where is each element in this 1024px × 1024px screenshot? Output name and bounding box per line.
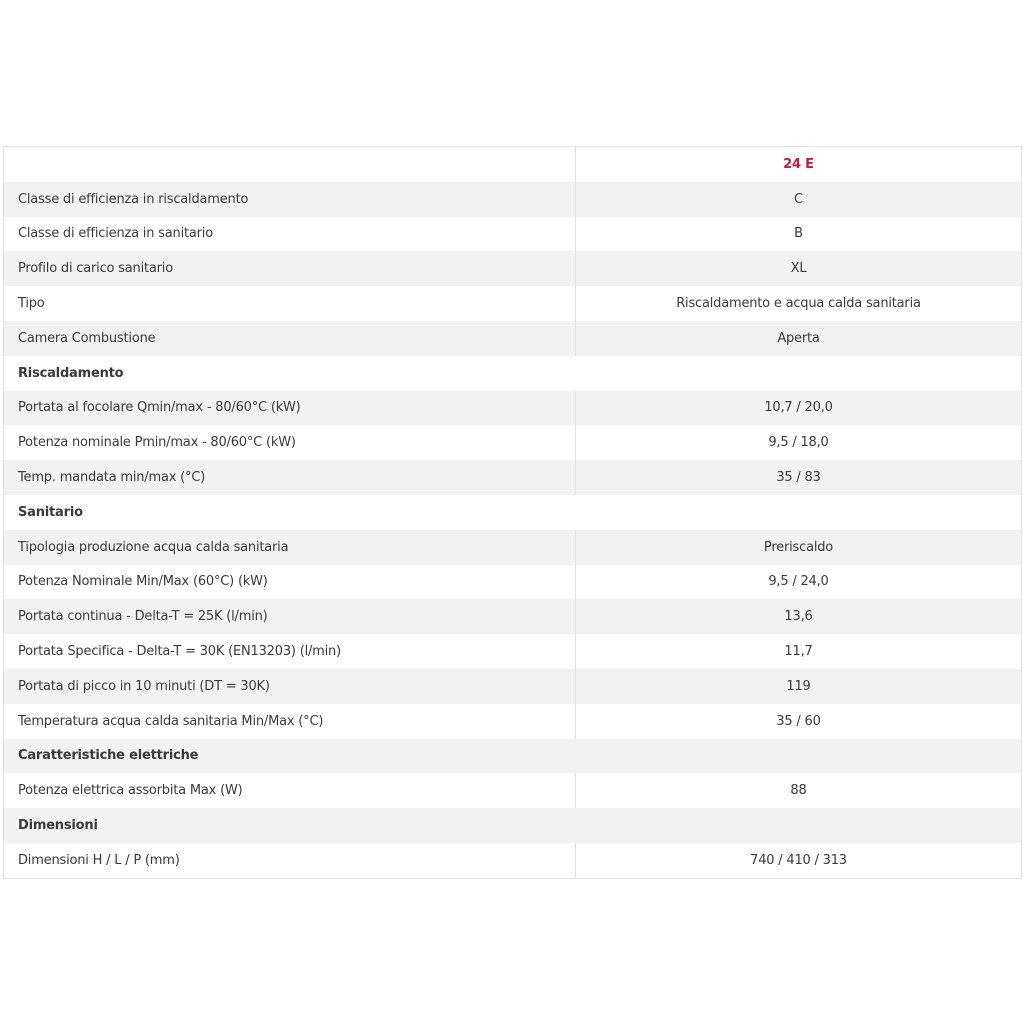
row-value: 88 xyxy=(790,783,807,799)
section-value-cell xyxy=(576,739,1021,774)
table-row xyxy=(4,634,1021,669)
section-value-cell xyxy=(576,495,1021,530)
section-title: Dimensioni xyxy=(18,818,98,834)
spec-table xyxy=(3,146,1022,879)
section-header-row xyxy=(4,495,1021,530)
row-value: 11,7 xyxy=(784,644,813,660)
table-header-row xyxy=(4,147,1021,182)
row-label: Classe di efficienza in riscaldamento xyxy=(4,182,576,217)
row-value: 13,6 xyxy=(784,609,813,625)
table-row xyxy=(4,704,1021,739)
section-header-row xyxy=(4,356,1021,391)
table-row xyxy=(4,460,1021,495)
row-value: C xyxy=(794,191,803,207)
table-row xyxy=(4,425,1021,460)
row-value: 9,5 / 24,0 xyxy=(768,574,829,590)
row-value: 119 xyxy=(786,678,811,694)
table-row xyxy=(4,843,1021,878)
model-header: 24 E xyxy=(783,156,814,172)
row-label: Tipo xyxy=(4,286,576,321)
table-row xyxy=(4,669,1021,704)
table-row xyxy=(4,286,1021,321)
table-row xyxy=(4,599,1021,634)
row-label: Portata continua - Delta-T = 25K (l/min) xyxy=(4,599,576,634)
header-label-cell xyxy=(4,147,576,182)
row-value: 740 / 410 / 313 xyxy=(750,852,847,868)
row-label: Potenza Nominale Min/Max (60°C) (kW) xyxy=(4,565,576,600)
table-row xyxy=(4,530,1021,565)
row-value: 9,5 / 18,0 xyxy=(768,435,829,451)
row-label: Profilo di carico sanitario xyxy=(4,251,576,286)
section-value-cell xyxy=(576,356,1021,391)
row-label: Portata di picco in 10 minuti (DT = 30K) xyxy=(4,669,576,704)
row-label: Portata Specifica - Delta-T = 30K (EN13203) (l/min) xyxy=(4,634,576,669)
table-row xyxy=(4,773,1021,808)
section-header-row xyxy=(4,739,1021,774)
table-row xyxy=(4,251,1021,286)
row-label: Temperatura acqua calda sanitaria Min/Max (°C) xyxy=(4,704,576,739)
row-value: 35 / 60 xyxy=(776,713,821,729)
row-value: XL xyxy=(790,261,807,277)
row-value: Preriscaldo xyxy=(763,539,834,555)
table-row xyxy=(4,565,1021,600)
row-label: Potenza nominale Pmin/max - 80/60°C (kW) xyxy=(4,425,576,460)
row-value: 10,7 / 20,0 xyxy=(764,400,833,416)
row-label: Classe di efficienza in sanitario xyxy=(4,217,576,252)
row-label: Temp. mandata min/max (°C) xyxy=(4,460,576,495)
table-row xyxy=(4,391,1021,426)
section-title: Sanitario xyxy=(18,504,83,520)
row-label: Portata al focolare Qmin/max - 80/60°C (kW) xyxy=(4,391,576,426)
row-value: 35 / 83 xyxy=(776,470,821,486)
row-label: Dimensioni H / L / P (mm) xyxy=(4,843,576,878)
section-title: Caratteristiche elettriche xyxy=(18,748,199,764)
table-body xyxy=(4,182,1021,878)
section-title: Riscaldamento xyxy=(18,365,124,381)
section-value-cell xyxy=(576,808,1021,843)
table-row xyxy=(4,321,1021,356)
row-value: B xyxy=(794,226,803,242)
row-value: Aperta xyxy=(777,330,820,346)
row-label: Potenza elettrica assorbita Max (W) xyxy=(4,773,576,808)
row-value: Riscaldamento e acqua calda sanitaria xyxy=(676,296,921,312)
table-row xyxy=(4,217,1021,252)
row-label: Camera Combustione xyxy=(4,321,576,356)
section-header-row xyxy=(4,808,1021,843)
row-label: Tipologia produzione acqua calda sanitaria xyxy=(4,530,576,565)
table-row xyxy=(4,182,1021,217)
